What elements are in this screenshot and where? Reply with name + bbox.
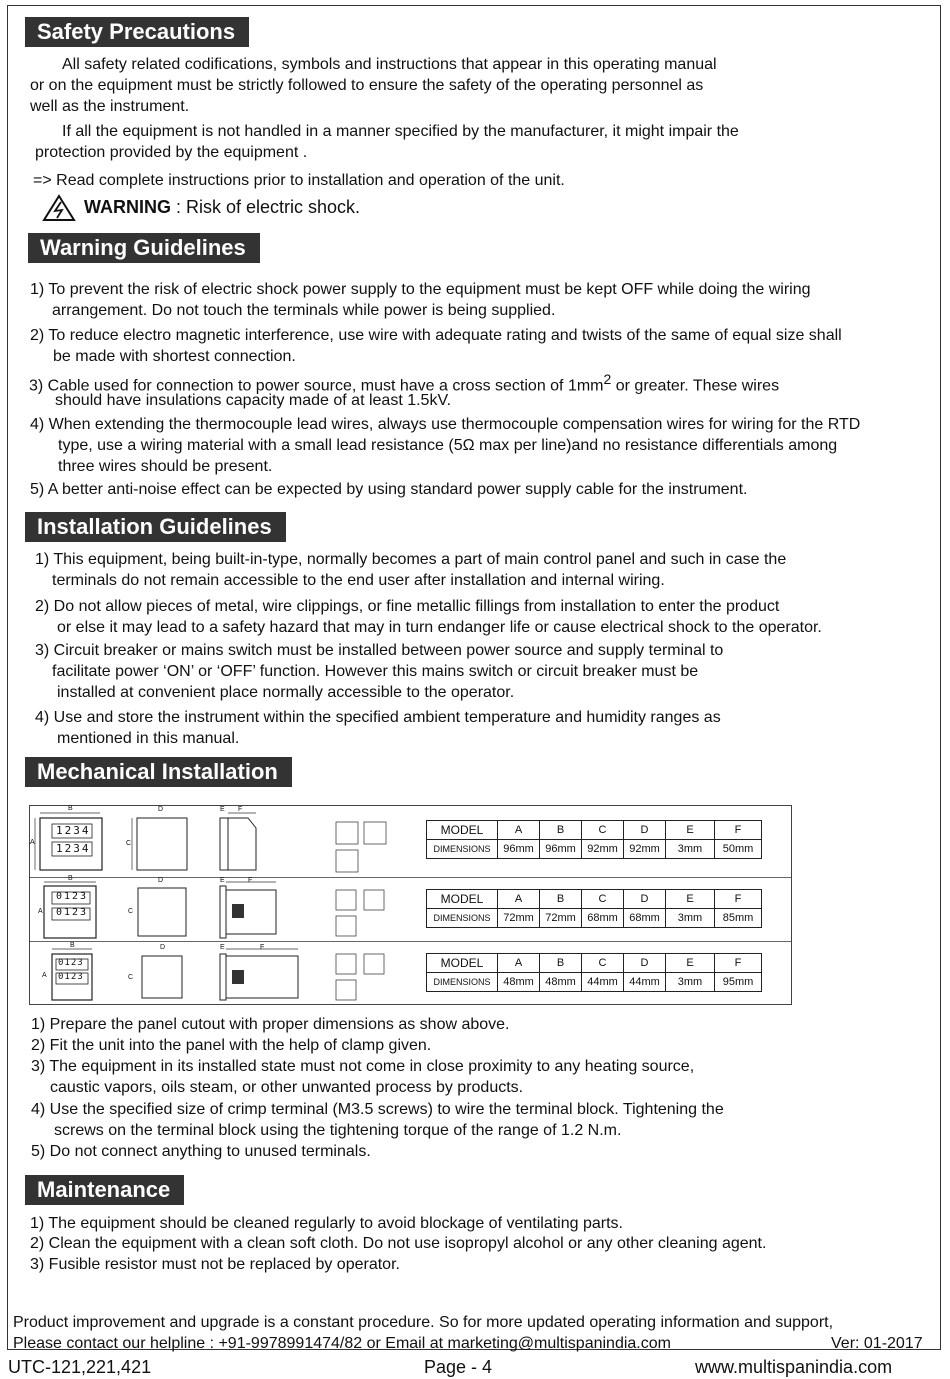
maintenance-item: 2) Clean the equipment with a clean soft cloth. Do not use isopropyl alcohol or any other cleaning agent. <box>30 1235 767 1252</box>
dim-label-d: D <box>158 877 164 884</box>
install-item: 2) Do not allow pieces of metal, wire clippings, or fine metallic fillings from installation to enter the product <box>35 598 780 615</box>
controller-drawing <box>30 878 420 942</box>
header-c: C <box>582 821 624 840</box>
cell-c: 92mm <box>582 840 624 859</box>
cell-e: 3mm <box>666 840 715 859</box>
dim-label-f: F <box>260 944 265 951</box>
mech-step: caustic vapors, oils steam, or other unwanted process by products. <box>50 1079 524 1096</box>
cell-f: 85mm <box>715 909 762 928</box>
warning-item: type, use a wiring material with a small lead resistance (5Ω max per line)and no resistance differentials among <box>58 437 838 454</box>
dimension-table <box>426 820 762 859</box>
mech-step: 1) Prepare the panel cutout with proper dimensions as show above. <box>31 1016 510 1033</box>
install-item: installed at convenient place normally accessible to the operator. <box>57 684 515 701</box>
header-b: B <box>540 954 582 973</box>
safety-text: protection provided by the equipment . <box>35 144 308 161</box>
safety-text: All safety related codifications, symbols and instructions that appear in this operating manual <box>62 56 717 73</box>
superscript-two: 2 <box>603 371 612 387</box>
install-item: 3) Circuit breaker or mains switch must be installed between power source and supply terminal to <box>35 642 724 659</box>
cell-b: 48mm <box>540 973 582 992</box>
header-e: E <box>666 890 715 909</box>
dimension-row-72 <box>30 875 791 944</box>
controller-drawing <box>30 942 420 1006</box>
dim-label-d: D <box>158 806 164 813</box>
dimension-table <box>426 953 762 992</box>
cell-a: 96mm <box>498 840 540 859</box>
header-c: C <box>582 954 624 973</box>
row-label-dimensions: DIMENSIONS <box>427 840 498 859</box>
read-instructions-note: => Read complete instructions prior to installation and operation of the unit. <box>33 172 565 189</box>
dimension-table <box>426 889 762 928</box>
cell-f: 50mm <box>715 840 762 859</box>
install-item: 4) Use and store the instrument within the specified ambient temperature and humidity ranges as <box>35 709 721 726</box>
header-b: B <box>540 821 582 840</box>
header-f: F <box>715 954 762 973</box>
controller-display-sv: 1234 <box>56 842 91 855</box>
dimension-diagram <box>29 805 792 1005</box>
controller-display-pv: 0123 <box>56 891 89 902</box>
install-item: 1) This equipment, being built-in-type, normally becomes a part of main control panel and such in case the <box>35 551 787 568</box>
cell-d: 44mm <box>624 973 666 992</box>
warning-item-text: 3) Cable used for connection to power source, must have a cross section of 1mm <box>29 377 604 395</box>
header-e: E <box>666 821 715 840</box>
footer-note: Product improvement and upgrade is a constant procedure. So for more updated operating information and support, <box>13 1314 834 1331</box>
mech-step: 3) The equipment in its installed state must not come in close proximity to any heating source, <box>31 1058 695 1075</box>
dim-label-e: E <box>220 806 225 813</box>
header-a: A <box>498 821 540 840</box>
warning-item: 5) A better anti-noise effect can be expected by using standard power supply cable for the instrument. <box>30 481 748 498</box>
header-e: E <box>666 954 715 973</box>
cell-a: 48mm <box>498 973 540 992</box>
header-d: D <box>624 954 666 973</box>
header-a: A <box>498 954 540 973</box>
warning-line <box>42 192 360 222</box>
maintenance-item: 3) Fusible resistor must not be replaced by operator. <box>30 1256 400 1273</box>
dim-label-b: B <box>68 875 73 882</box>
dim-label-d: D <box>160 944 166 951</box>
maintenance-heading: Maintenance <box>25 1175 184 1205</box>
controller-display-pv: 1234 <box>56 824 91 837</box>
warning-item: 4) When extending the thermocouple lead wires, always use thermocouple compensation wires for wiring for the RTD <box>30 416 861 433</box>
warning-item: arrangement. Do not touch the terminals while power is being supplied. <box>52 302 556 319</box>
mechanical-installation-heading: Mechanical Installation <box>25 757 292 787</box>
warning-label: WARNING <box>84 197 171 217</box>
footer-contact: Please contact our helpline : +91-9978991474/82 or Email at marketing@multispanindia.com <box>13 1335 671 1352</box>
cell-c: 44mm <box>582 973 624 992</box>
dim-label-c: C <box>128 974 134 981</box>
header-d: D <box>624 821 666 840</box>
safety-text: or on the equipment must be strictly followed to ensure the safety of the operating personnel as <box>30 77 704 94</box>
dim-label-f: F <box>248 877 253 884</box>
electric-shock-warning-icon <box>42 194 76 222</box>
header-f: F <box>715 821 762 840</box>
row-label-dimensions: DIMENSIONS <box>427 973 498 992</box>
dim-label-c: C <box>126 840 132 847</box>
header-c: C <box>582 890 624 909</box>
cell-e: 3mm <box>666 909 715 928</box>
safety-text: well as the instrument. <box>30 98 190 115</box>
controller-display-sv: 0123 <box>58 972 84 982</box>
dim-label-b: B <box>70 942 75 949</box>
controller-display-sv: 0123 <box>56 907 89 918</box>
cell-b: 96mm <box>540 840 582 859</box>
dim-label-e: E <box>220 944 225 951</box>
dim-label-c: C <box>128 908 134 915</box>
website-link: www.multispanindia.com <box>695 1357 893 1377</box>
cell-d: 68mm <box>624 909 666 928</box>
cell-b: 72mm <box>540 909 582 928</box>
version-label: Ver: 01-2017 <box>831 1335 923 1352</box>
install-item: terminals do not remain accessible to the end user after installation and internal wiring. <box>52 572 665 589</box>
dim-label-e: E <box>220 877 225 884</box>
dimension-row-96 <box>30 806 791 872</box>
dim-label-a: A <box>38 908 43 915</box>
header-b: B <box>540 890 582 909</box>
mech-step: 5) Do not connect anything to unused terminals. <box>31 1143 371 1160</box>
cell-a: 72mm <box>498 909 540 928</box>
mech-step: screws on the terminal block using the tightening torque of the range of 1.2 N.m. <box>54 1122 622 1139</box>
dimension-row-48 <box>30 942 791 1008</box>
mech-step: 4) Use the specified size of crimp terminal (M3.5 screws) to wire the terminal block. Tightening the <box>31 1101 724 1118</box>
dim-label-a: A <box>30 839 35 846</box>
warning-item: 2) To reduce electro magnetic interference, use wire with adequate rating and twists of the same of equal size shall <box>30 327 842 344</box>
safety-text: If all the equipment is not handled in a manner specified by the manufacturer, it might impair the <box>62 123 739 140</box>
warning-item-text: or greater. These wires <box>611 377 780 395</box>
page-number: Page - 4 <box>424 1357 493 1377</box>
row-label-dimensions: DIMENSIONS <box>427 909 498 928</box>
header-model: MODEL <box>427 821 498 840</box>
cell-e: 3mm <box>666 973 715 992</box>
maintenance-item: 1) The equipment should be cleaned regularly to avoid blockage of ventilating parts. <box>30 1215 623 1232</box>
controller-drawing <box>30 806 420 876</box>
header-model: MODEL <box>427 954 498 973</box>
warning-guidelines-heading: Warning Guidelines <box>28 233 260 263</box>
controller-display-pv: 0123 <box>58 958 84 968</box>
header-d: D <box>624 890 666 909</box>
model-number: UTC-121,221,421 <box>8 1357 152 1377</box>
dim-label-a: A <box>42 972 47 979</box>
header-model: MODEL <box>427 890 498 909</box>
warning-item: 1) To prevent the risk of electric shock power supply to the equipment must be kept OFF while doing the wiring <box>30 281 811 298</box>
safety-precautions-heading: Safety Precautions <box>25 17 249 47</box>
cell-c: 68mm <box>582 909 624 928</box>
install-item: or else it may lead to a safety hazard that may in turn endanger life or cause electrical shock to the operator. <box>57 619 822 636</box>
header-a: A <box>498 890 540 909</box>
install-item: mentioned in this manual. <box>57 730 240 747</box>
warning-item: three wires should be present. <box>58 458 273 475</box>
warning-item: should have insulations capacity made of at least 1.5kV. <box>55 392 452 409</box>
warning-text: : Risk of electric shock. <box>171 197 361 217</box>
dim-label-b: B <box>68 805 73 812</box>
mech-step: 2) Fit the unit into the panel with the help of clamp given. <box>31 1037 432 1054</box>
cell-f: 95mm <box>715 973 762 992</box>
installation-guidelines-heading: Installation Guidelines <box>25 512 286 542</box>
cell-d: 92mm <box>624 840 666 859</box>
dim-label-f: F <box>238 806 243 813</box>
warning-item: be made with shortest connection. <box>53 348 296 365</box>
install-item: facilitate power ‘ON’ or ‘OFF’ function. However this mains switch or circuit breaker must be <box>52 663 699 680</box>
header-f: F <box>715 890 762 909</box>
